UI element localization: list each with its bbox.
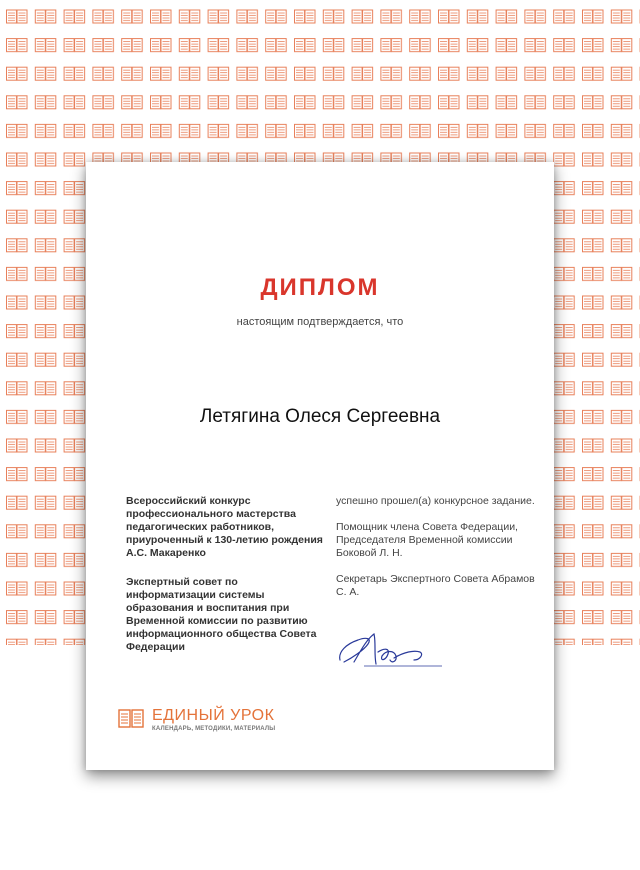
signature-icon [334, 622, 454, 672]
left-column [126, 495, 326, 670]
recipient-name: Летягина Олеся Сергеевна [199, 406, 441, 427]
diploma-subtitle: настоящим подтверждается, что [236, 316, 404, 328]
logo-book-icon [118, 708, 144, 730]
contest-name: Всероссийский конкурс профессионального мастерства педагогических работников, приуроченный к 130-летию рождения А.С. Макаренко [126, 495, 323, 559]
logo-tagline: КАЛЕНДАРЬ, МЕТОДИКИ, МАТЕРИАЛЫ [152, 726, 276, 732]
result-text: успешно прошел(а) конкурсное задание. [336, 495, 535, 507]
diploma-sheet [86, 162, 554, 770]
right-column [336, 495, 536, 612]
secretary-signatory: Секретарь Экспертного Совета Абрамов С. А. [336, 573, 535, 598]
assistant-signatory: Помощник члена Совета Федерации, Председателя Временной комиссии Боковой Л. Н. [336, 521, 518, 559]
diploma-title: ДИПЛОМ [260, 274, 380, 301]
edinyi-urok-logo [118, 706, 318, 736]
logo-name: ЕДИНЫЙ УРОК [152, 707, 275, 724]
council-name: Экспертный совет по информатизации системы образования и воспитания при Временной комиссии по развитию информационного общества Совета Федерации [126, 576, 317, 653]
